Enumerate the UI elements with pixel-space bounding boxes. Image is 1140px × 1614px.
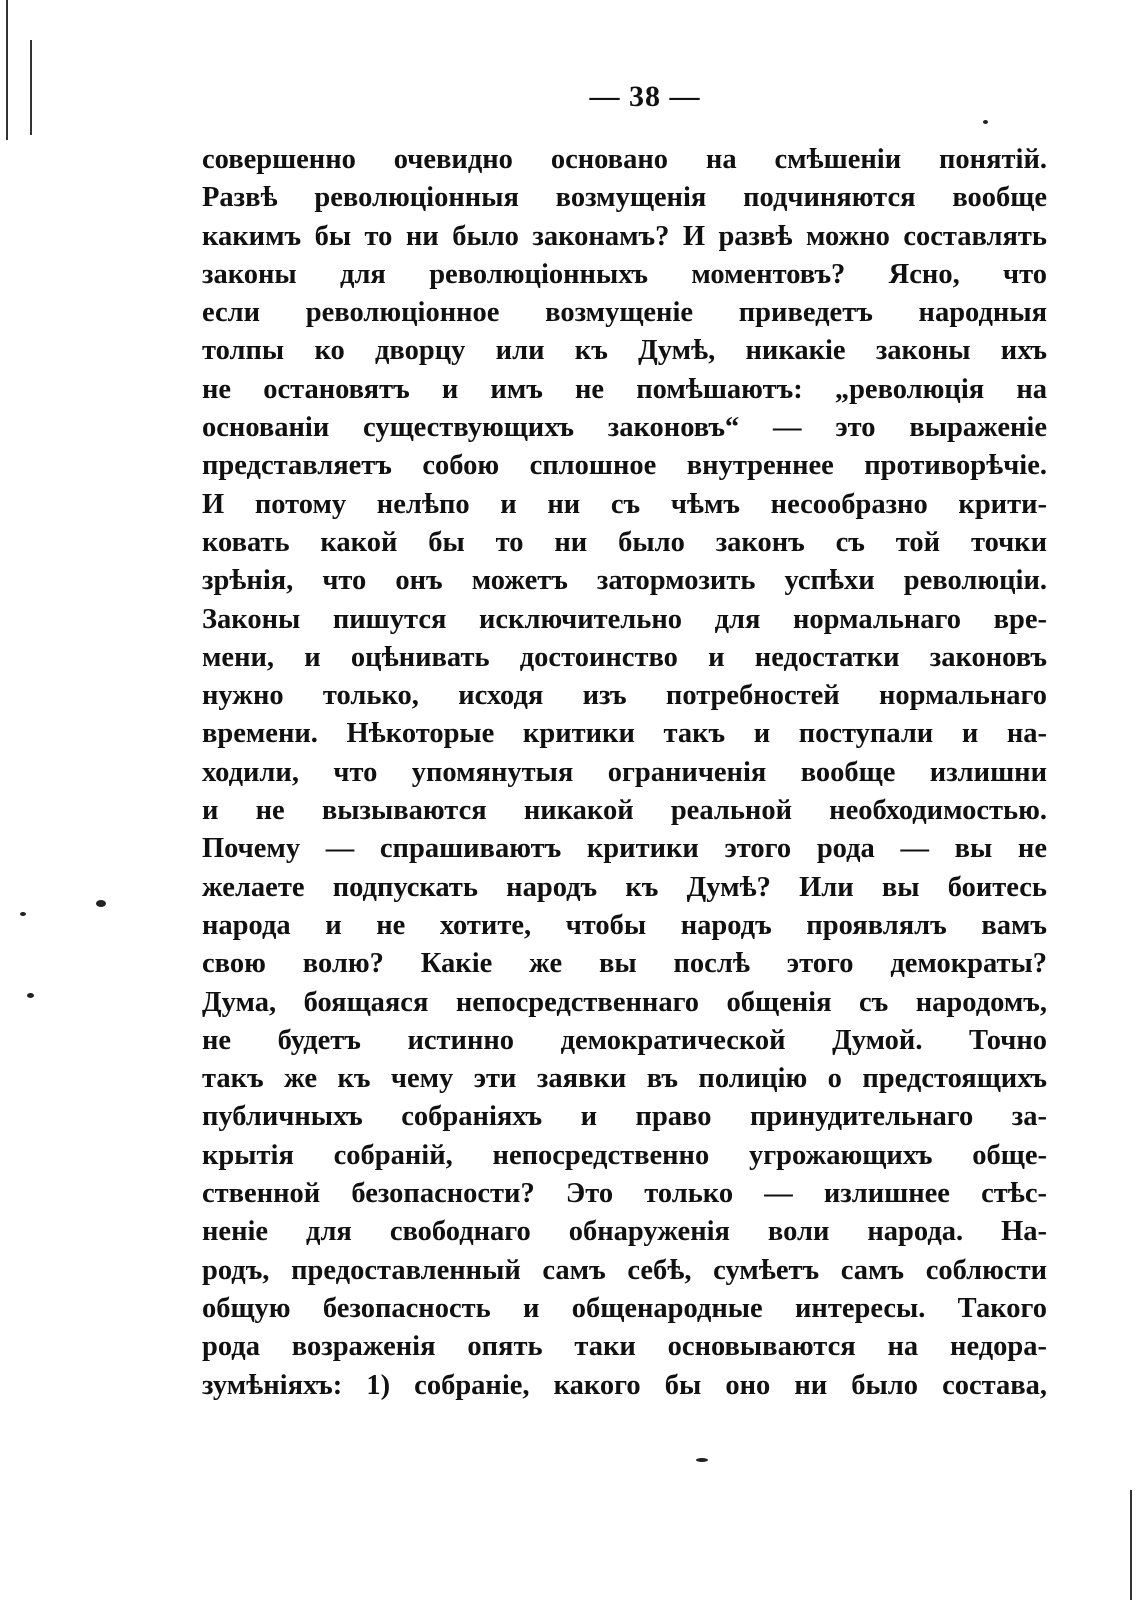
right-margin-rule [1130, 1490, 1132, 1600]
ink-speck [20, 912, 26, 916]
text-line: ственной безопасности? Это только — излишнее стѣс- [202, 1178, 1047, 1210]
text-line: рода возраженія опять таки основываются на недора- [202, 1331, 1047, 1363]
text-line: Почему — спрашиваютъ критики этого рода — вы не [202, 833, 1047, 865]
body-text [202, 141, 1047, 1405]
text-line: зумѣніяхъ: 1) собраніе, какого бы оно ни было состава, [202, 1369, 1047, 1401]
text-line: ходили, что упомянутыя ограниченія вообще излишни [202, 756, 1047, 788]
text-line: такъ же къ чему эти заявки въ полицію о предстоящихъ [202, 1063, 1047, 1095]
text-line: не остановятъ и имъ не помѣшаютъ: „революція на [202, 373, 1047, 405]
text-line: Законы пишутся исключительно для нормальнаго вре- [202, 603, 1047, 635]
text-line: народа и не хотите, чтобы народъ проявлялъ вамъ [202, 909, 1047, 941]
text-line: ковать какой бы то ни было законъ съ той точки [202, 526, 1047, 558]
text-line: зрѣнія, что онъ можетъ затормозить успѣхи революціи. [202, 565, 1047, 597]
text-line: основаніи существующихъ законовъ“ — это выраженіе [202, 412, 1047, 444]
text-line: нужно только, исходя изъ потребностей нормальнаго [202, 680, 1047, 712]
text-line: общую безопасность и общенародные интересы. Такого [202, 1292, 1047, 1324]
text-line: мени, и оцѣнивать достоинство и недостатки законовъ [202, 641, 1047, 673]
ink-speck [696, 1458, 708, 1462]
text-line: не будетъ истинно демократической Думой. Точно [202, 1024, 1047, 1056]
text-line: и не вызываются никакой реальной необходимостью. [202, 795, 1047, 827]
ink-speck [96, 900, 106, 907]
text-line: представляетъ собою сплошное внутреннее противорѣчіе. [202, 450, 1047, 482]
text-line: толпы ко дворцу или къ Думѣ, никакіе законы ихъ [202, 335, 1047, 367]
text-line: Развѣ революціонныя возмущенія подчиняются вообще [202, 182, 1047, 214]
text-line: законы для революціонныхъ моментовъ? Ясно, что [202, 258, 1047, 290]
text-line: свою волю? Какіе же вы послѣ этого демократы? [202, 948, 1047, 980]
text-line: совершенно очевидно основано на смѣшеніи понятій. [202, 144, 1047, 175]
ink-speck [983, 120, 988, 124]
text-line: публичныхъ собраніяхъ и право принудительнаго за- [202, 1101, 1047, 1133]
text-line: родъ, предоставленный самъ себѣ, сумѣетъ самъ соблюсти [202, 1254, 1047, 1286]
text-line: какимъ бы то ни было законамъ? И развѣ можно составлять [202, 220, 1047, 252]
left-margin-rule [6, 0, 8, 140]
text-line: Дума, боящаяся непосредственнаго общенія съ народомъ, [202, 986, 1047, 1018]
ink-speck [27, 993, 34, 998]
text-line: крытія собраній, непосредственно угрожающихъ обще- [202, 1139, 1047, 1171]
page-number: — 38 — [589, 80, 701, 113]
text-line: И потому нелѣпо и ни съ чѣмъ несообразно крити- [202, 488, 1047, 520]
text-line: неніе для свободнаго обнаруженія воли народа. На- [202, 1216, 1047, 1248]
text-line: времени. Нѣкоторые критики такъ и поступали и на- [202, 718, 1047, 750]
text-line: если революціонное возмущеніе приведетъ народныя [202, 297, 1047, 329]
text-line: желаете подпускать народъ къ Думѣ? Или вы боитесь [202, 871, 1047, 903]
